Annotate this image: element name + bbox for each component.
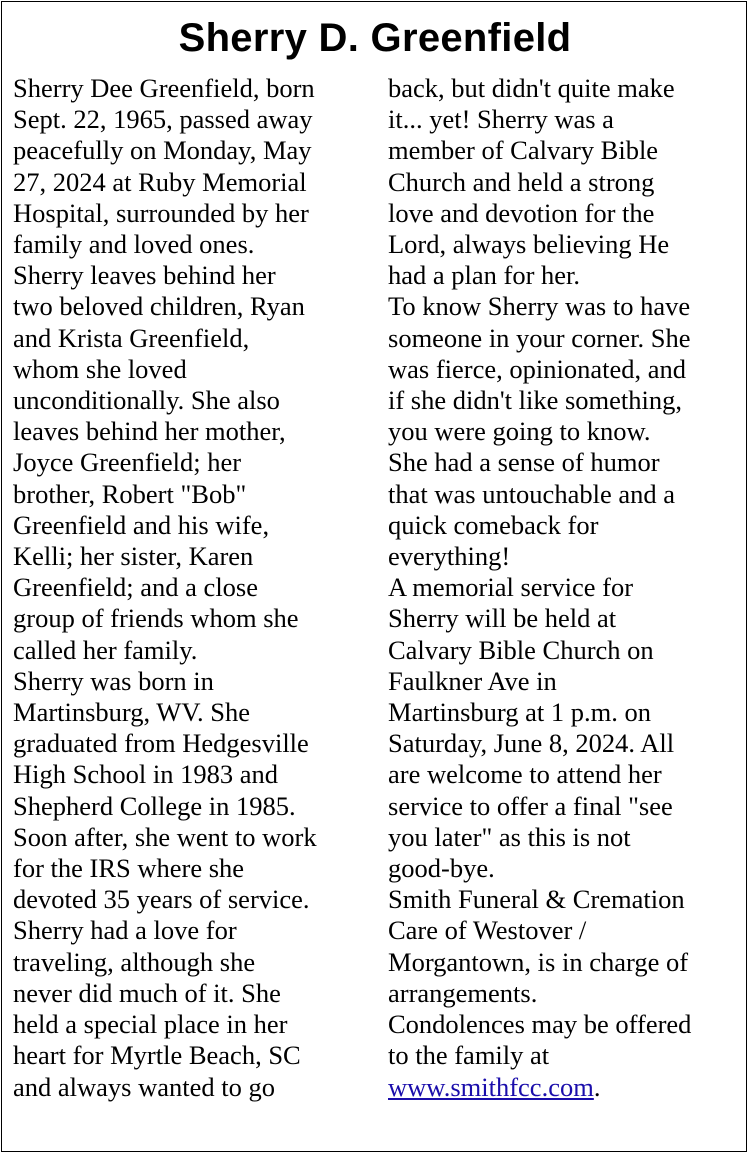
text-line: Kelli; her sister, Karen [13, 541, 254, 572]
text-line: family and loved ones. [13, 229, 255, 260]
text-line: 27, 2024 at Ruby Memorial [13, 166, 307, 197]
text-line: Sherry Dee Greenfield, born [13, 73, 315, 103]
text-line: Saturday, June 8, 2024. All [388, 728, 675, 759]
text-line: Condolences may be offered [388, 1009, 692, 1040]
text-line: peacefully on Monday, May [13, 135, 312, 166]
text-line: Sherry will be held at [388, 603, 617, 634]
text-line: and always wanted to go [13, 1071, 275, 1102]
text-line: heart for Myrtle Beach, SC [13, 1040, 301, 1071]
text-line: Hospital, surrounded by her [13, 197, 309, 228]
text-line: Sept. 22, 1965, passed away [13, 104, 313, 135]
text-line: held a special place in her [13, 1009, 288, 1040]
text-line: back, but didn't quite make [388, 73, 675, 103]
text-line: Sherry was born in [13, 665, 214, 696]
text-line: Care of Westover / [388, 915, 587, 946]
text-line: devoted 35 years of service. [13, 884, 310, 915]
text-line: you later" as this is not [388, 821, 631, 852]
text-line: never did much of it. She [13, 977, 281, 1008]
text-line: and Krista Greenfield, [13, 322, 250, 353]
text-line: Sherry leaves behind her [13, 260, 276, 291]
text-line: Smith Funeral & Cremation [388, 884, 685, 915]
text-line: Faulkner Ave in [388, 665, 557, 696]
text-line: service to offer a final "see [388, 790, 673, 821]
link-suffix: . [593, 1071, 601, 1102]
obituary-title: Sherry D. Greenfield [178, 16, 572, 60]
text-line: you were going to know. [388, 416, 651, 447]
text-line: Shepherd College in 1985. [13, 790, 296, 821]
text-line: if she didn't like something, [388, 385, 683, 416]
text-line: Morgantown, is in charge of [388, 946, 689, 977]
obituary-right-column [388, 73, 744, 1103]
text-line: graduated from Hedgesville [13, 728, 309, 759]
text-line: Greenfield and his wife, [13, 509, 270, 540]
text-line: member of Calvary Bible [388, 135, 659, 166]
text-line: Calvary Bible Church on [388, 634, 654, 665]
text-line: had a plan for her. [388, 260, 581, 291]
text-line: Martinsburg, WV. She [13, 697, 251, 728]
text-line: that was untouchable and a [388, 478, 675, 509]
text-line: Sherry had a love for [13, 915, 237, 946]
text-line: leaves behind her mother, [13, 416, 286, 447]
obituary-left-column [13, 73, 363, 1103]
text-line: High School in 1983 and [13, 759, 278, 790]
text-line: brother, Robert "Bob" [13, 478, 247, 509]
text-line: called her family. [13, 634, 198, 665]
text-line: good-bye. [388, 853, 495, 884]
text-line: for the IRS where she [13, 853, 245, 884]
text-line: group of friends whom she [13, 603, 299, 634]
text-line: arrangements. [388, 977, 538, 1008]
text-line: traveling, although she [13, 946, 256, 977]
link-line [388, 1072, 744, 1103]
text-line: someone in your corner. She [388, 322, 691, 353]
text-line: to the family at [388, 1040, 550, 1071]
text-line: quick comeback for [388, 509, 599, 540]
text-line: Church and held a strong [388, 166, 655, 197]
text-line: A memorial service for [388, 572, 634, 603]
text-line: whom she loved [13, 353, 187, 384]
text-line: love and devotion for the [388, 197, 655, 228]
text-line: unconditionally. She also [13, 385, 280, 416]
text-line: everything! [388, 541, 511, 572]
text-line: Lord, always believing He [388, 229, 670, 260]
text-line: To know Sherry was to have [388, 291, 691, 322]
text-line: are welcome to attend her [388, 759, 662, 790]
text-line: Greenfield; and a close [13, 572, 259, 603]
text-line: She had a sense of humor [388, 447, 660, 478]
text-line: was fierce, opinionated, and [388, 353, 687, 384]
text-line: it... yet! Sherry was a [388, 104, 614, 135]
text-line: two beloved children, Ryan [13, 291, 305, 322]
funeral-home-link[interactable]: www.smithfcc.com [388, 1071, 594, 1102]
text-line: Joyce Greenfield; her [13, 447, 242, 478]
text-line: Martinsburg at 1 p.m. on [388, 697, 652, 728]
text-line: Soon after, she went to work [13, 821, 317, 852]
